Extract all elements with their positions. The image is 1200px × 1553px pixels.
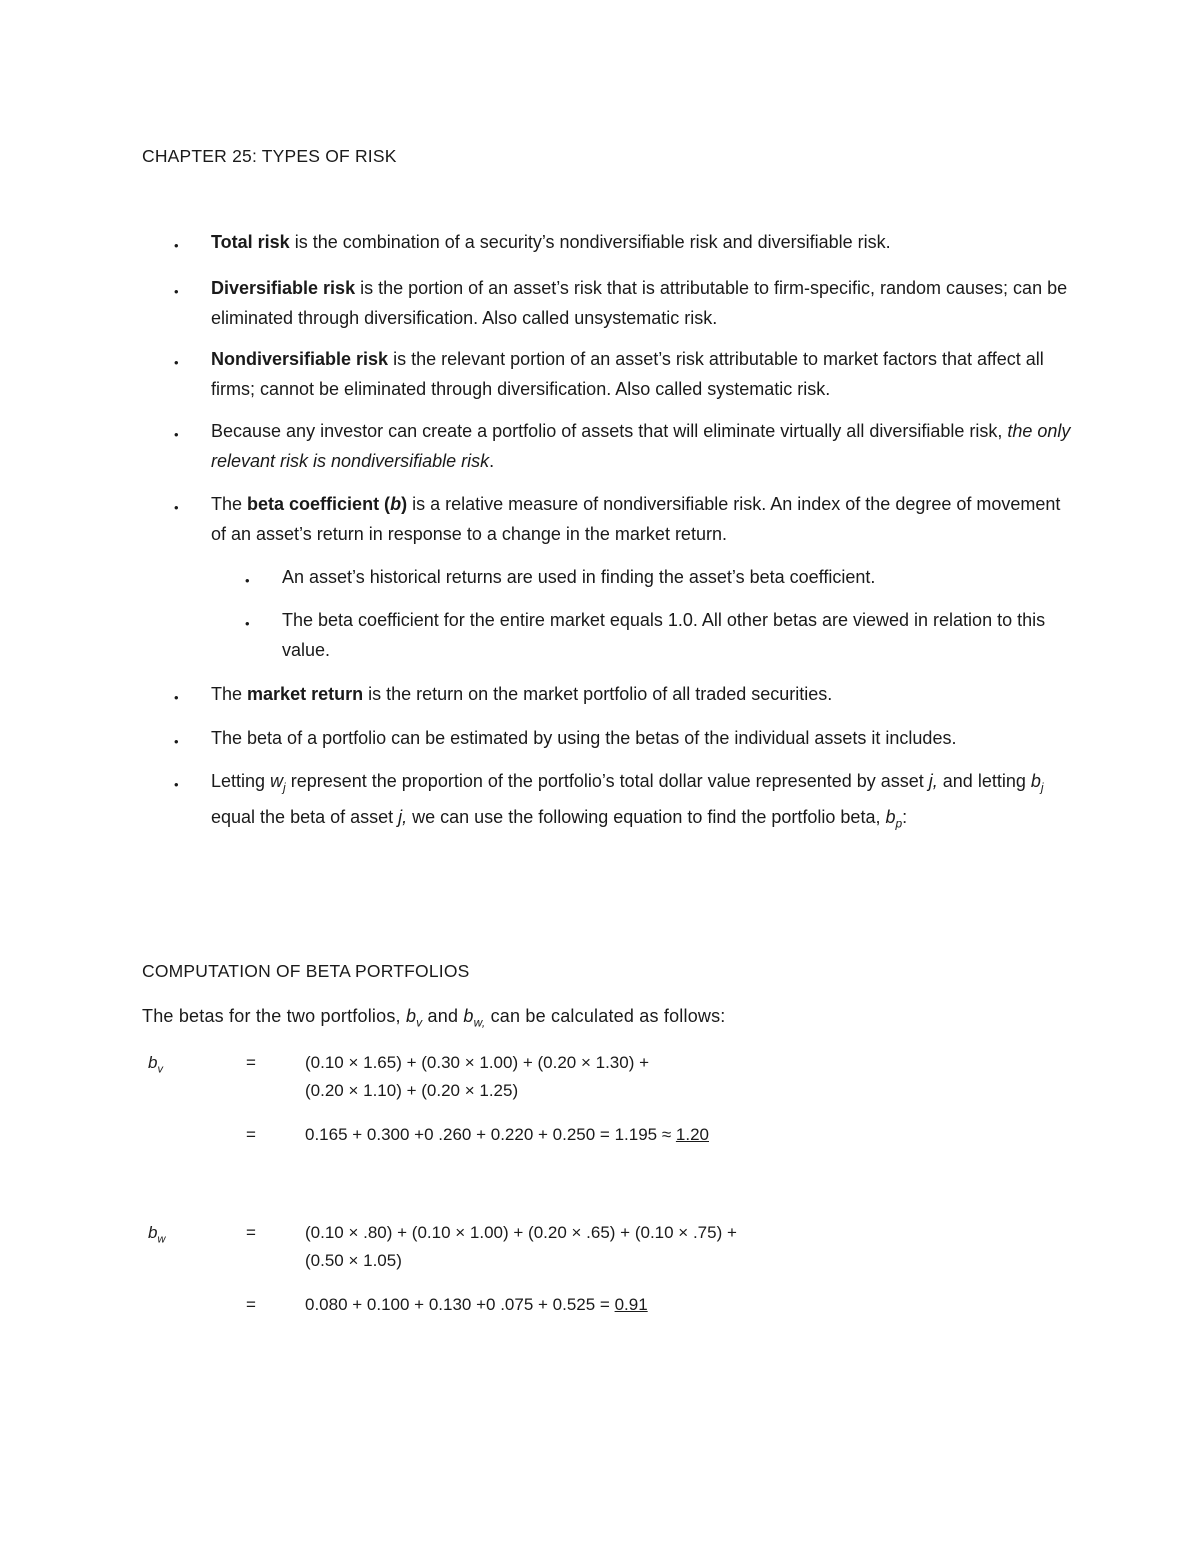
bullet-icon: • <box>174 734 179 749</box>
computation-title: COMPUTATION OF BETA PORTFOLIOS <box>142 961 470 981</box>
equation-label: $b_v$ <box>148 1053 163 1076</box>
bullet-icon: • <box>245 616 250 631</box>
bullet-icon: • <box>174 238 179 253</box>
document-page: CHAPTER 25: TYPES OF RISK • Total risk is the combination of a security’s nondiversifiable risk and diversifiable risk. • Diversifiable risk is the portion of an asset’s risk that is attributable to firm-specific, random causes; can be eliminated through diversification. Also called unsystematic risk. • Nondiversifiable risk is the relevant portion of an asset’s risk attributable to market factors that affect all firms; cannot be eliminated through diversification. Also called systematic risk. • Because any investor can create a portfolio of assets that will eliminate virtually all diversifiable risk, the only relevant risk is nondiversifiable risk. • The beta coefficient (b) is a relative measure of nondiversifiable risk. An index of the degree of movement of an asset’s return in response to a change in the market return. • An asset’s historical returns are used in finding the asset’s beta coefficient. • The beta coefficient for the entire market equals 1.0. All other betas are viewed in relation to this value. • The market return is the return on the market portfolio of all traded securities. • The beta of a portfolio can be estimated by using the betas of the individual assets it includes. • Letting $w_j$ represent the proportion of the portfolio’s total dollar value represented by asset j, and letting $b_j$ equal the beta of asset j, we can use the following equation to find the portfolio beta, $b_p$: COMPUTATION OF BETA PORTFOLIOS The betas for the two portfolios, $b_v$ and $b_{w,}$ can be calculated as follows: $b_v$ = (0.10 × 1.65) + (0.30 × 1.00) + (0.20 × 1.30) + (0.20 × 1.10) + (0.20 × 1.25) = 0.165 + 0.300 +0 .260 + 0.220 + 0.250 = 1.195 ≈ 1.20 $b_w$ = (0.10 × .80) + (0.10 × 1.00) + (0.20 × .65) + (0.10 × .75) + (0.50 × 1.05) = 0.080 + 0.100 + 0.130 +0 .075 + 0.525 = 0.91 <box>142 146 1071 1314</box>
bullet-icon: • <box>245 573 250 588</box>
term-nondiversifiable-risk: Nondiversifiable risk <box>211 349 389 369</box>
result-bw: 0.91 <box>614 1295 648 1314</box>
chapter-title: CHAPTER 25: TYPES OF RISK <box>142 146 397 166</box>
bullet-icon: • <box>174 284 179 299</box>
term-beta-coefficient: beta coefficient (b) <box>247 494 408 514</box>
bullet-icon: • <box>174 777 179 792</box>
bullet-icon: • <box>174 690 179 705</box>
equation-label: $b_w$ <box>148 1223 166 1246</box>
bullet-icon: • <box>174 427 179 442</box>
computation-intro: The betas for the two portfolios, $b_v$ and $b_{w,}$ can be calculated as follows: <box>142 1006 726 1030</box>
bullet-icon: • <box>174 355 179 370</box>
bullet-icon: • <box>174 500 179 515</box>
term-total-risk: Total risk <box>211 232 290 252</box>
term-diversifiable-risk: Diversifiable risk <box>211 278 356 298</box>
term-market-return: market return <box>247 684 364 704</box>
result-bv: 1.20 <box>675 1125 709 1144</box>
